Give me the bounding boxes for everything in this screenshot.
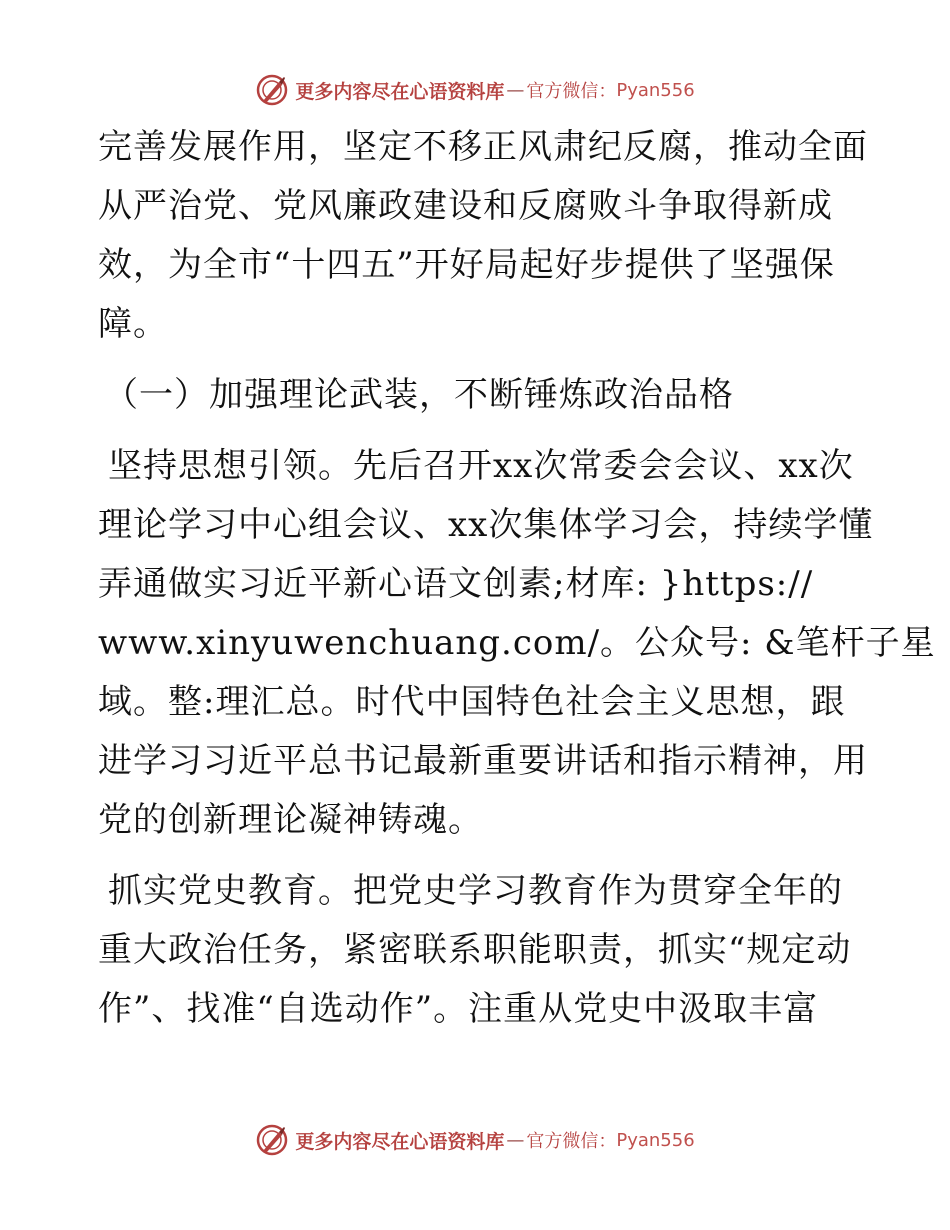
paragraph-line: 党的创新理论凝神铸魂。 (98, 800, 483, 840)
paragraph-line: 抓实党史教育。把党史学习教育作为贯穿全年的 (108, 871, 843, 911)
header-watermark-banner (0, 70, 950, 110)
paragraph-line: www.xinyuwenchuang.com/。公众号: &笔杆子星 (98, 623, 936, 663)
quill-pen-logo-icon (255, 1123, 289, 1157)
paragraph-line: 弄通做实习近平新心语文创素;材库: }https:// (98, 564, 814, 604)
paragraph-3 (98, 862, 858, 1039)
document-body (98, 118, 936, 1039)
banner-site-text: 更多内容尽在心语资料库 (295, 1130, 505, 1153)
paragraph-line: 作”、找准“自选动作”。注重从党史中汲取丰富 (98, 989, 819, 1029)
paragraph-line: 理论学习中心组会议、xx次集体学习会，持续学懂 (98, 505, 874, 545)
paragraph-line: 效，为全市“十四五”开好局起好步提供了坚强保 (98, 245, 835, 285)
paragraph-line: 障。 (98, 304, 168, 344)
banner-separator: — (506, 1129, 525, 1151)
banner-contact-handle: Pyan556 (616, 79, 695, 101)
paragraph-1 (98, 118, 868, 354)
section-heading: （一）加强理论武装，不断锤炼政治品格 (104, 375, 734, 415)
paragraph-2 (98, 437, 936, 850)
paragraph-line: 坚持思想引领。先后召开xx次常委会会议、xx次 (108, 446, 854, 486)
banner-contact-handle: Pyan556 (616, 1129, 695, 1151)
paragraph-line: 重大政治任务，紧密联系职能职责，抓实“规定动 (98, 930, 852, 970)
quill-pen-logo-icon (255, 73, 289, 107)
paragraph-line: 完善发展作用，坚定不移正风肃纪反腐，推动全面 (98, 127, 868, 167)
banner-separator: — (506, 79, 525, 101)
paragraph-line: 从严治党、党风廉政建设和反腐败斗争取得新成 (98, 186, 833, 226)
banner-contact-label: 官方微信： (526, 1131, 617, 1152)
footer-watermark-banner (0, 1120, 950, 1160)
paragraph-line: 进学习习近平总书记最新重要讲话和指示精神，用 (98, 741, 868, 781)
banner-contact-label: 官方微信： (526, 81, 617, 102)
banner-site-text: 更多内容尽在心语资料库 (295, 80, 505, 103)
paragraph-line: 域。整:理汇总。时代中国特色社会主义思想，跟 (98, 682, 846, 722)
